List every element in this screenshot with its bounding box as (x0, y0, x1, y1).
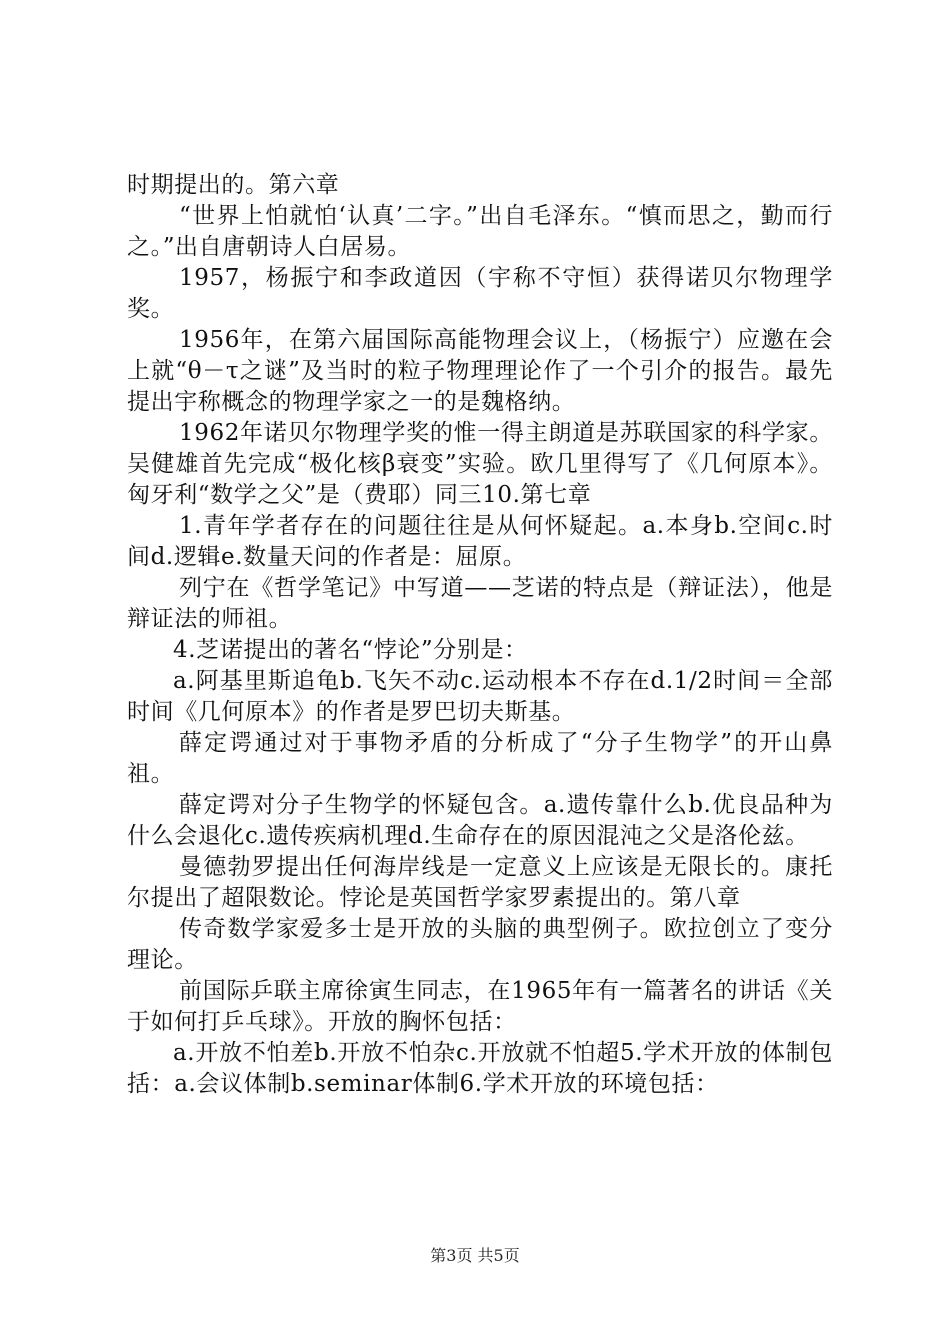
document-body (127, 170, 833, 1100)
paragraph: 1.青年学者存在的问题往往是从何怀疑起。a.本身b.空间c.时间d.逻辑e.数量天问的作者是：屈原。 (127, 513, 833, 570)
paragraph: “世界上怕就怕‘认真’二字。”出自毛泽东。“慎而思之，勤而行之。”出自唐朝诗人白居易。 (127, 203, 833, 260)
paragraph: 前国际乒联主席徐寅生同志，在1965年有一篇著名的讲话《关于如何打乒乓球》。开放的胸怀包括： (127, 978, 833, 1035)
paragraph: 1956年，在第六届国际高能物理会议上，（杨振宁）应邀在会上就“θ－τ之谜”及当时的粒子物理理论作了一个引介的报告。最先提出宇称概念的物理学家之一的是魏格纳。 (127, 327, 833, 415)
paragraph: 列宁在《哲学笔记》中写道——芝诺的特点是（辩证法），他是辩证法的师祖。 (127, 575, 833, 632)
paragraph: 1962年诺贝尔物理学奖的惟一得主朗道是苏联国家的科学家。吴健雄首先完成“极化核β衰变”实验。欧几里得写了《几何原本》。匈牙利“数学之父”是（费耶）同三10.第七章 (127, 420, 833, 508)
paragraph: 4.芝诺提出的著名“悖论”分别是： (173, 637, 528, 663)
paragraph: 曼德勃罗提出任何海岸线是一定意义上应该是无限长的。康托尔提出了超限数论。悖论是英国哲学家罗素提出的。第八章 (127, 854, 833, 911)
page-number-footer: 第3页 共5页 (430, 1246, 520, 1265)
paragraph: a.开放不怕差b.开放不怕杂c.开放就不怕超5.学术开放的体制包括：a.会议体制b.seminar体制6.学术开放的环境包括： (127, 1040, 833, 1097)
paragraph: 时期提出的。第六章 (127, 172, 340, 198)
paragraph: 传奇数学家爱多士是开放的头脑的典型例子。欧拉创立了变分理论。 (127, 916, 833, 973)
paragraph: 薛定谔通过对于事物矛盾的分析成了“分子生物学”的开山鼻祖。 (127, 730, 833, 787)
paragraph: 薛定谔对分子生物学的怀疑包含。a.遗传靠什么b.优良品种为什么会退化c.遗传疾病机理d.生命存在的原因混沌之父是洛伦兹。 (127, 792, 833, 849)
paragraph: a.阿基里斯追龟b.飞矢不动c.运动根本不存在d.1/2时间＝全部时间《几何原本》的作者是罗巴切夫斯基。 (127, 668, 833, 725)
paragraph: 1957，杨振宁和李政道因（宇称不守恒）获得诺贝尔物理学奖。 (127, 265, 833, 322)
